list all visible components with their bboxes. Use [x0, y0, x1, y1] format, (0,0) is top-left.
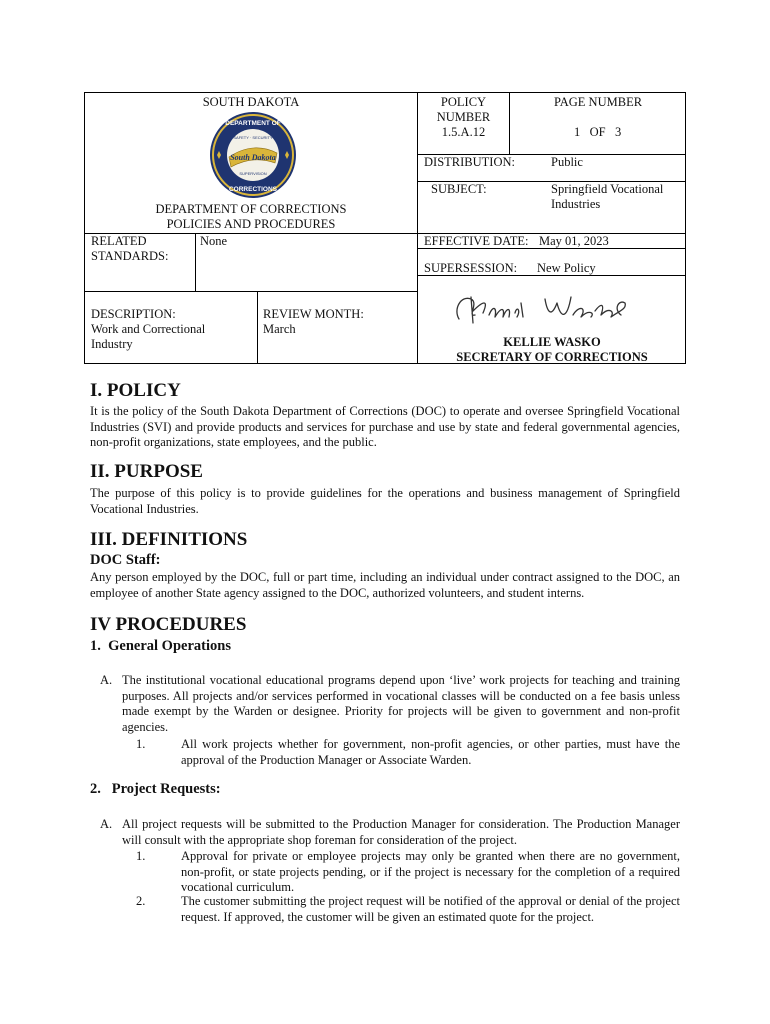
project-a2-text: The customer submitting the project request will be notified of the approval or denial of the project request. If approved, the customer will be given an estimated quote for the project.: [181, 894, 680, 924]
policy-heading: I. POLICY: [90, 380, 181, 401]
general-operations-heading: [90, 638, 231, 655]
policies-procedures-title: POLICIES AND PROCEDURES: [166, 217, 336, 231]
divider-row-6: [85, 291, 418, 292]
project-a-label: A.: [100, 817, 113, 831]
definitions-heading: III. DEFINITIONS: [90, 529, 248, 550]
page-current: 1: [574, 125, 581, 139]
department-title: DEPARTMENT OF CORRECTIONS: [155, 202, 347, 216]
project-requests-number: 2.: [90, 781, 101, 797]
project-requests-title: Project Requests:: [111, 781, 221, 797]
purpose-heading: II. PURPOSE: [90, 461, 203, 482]
effective-date-value: May 01, 2023: [539, 234, 609, 248]
svg-text:SUPERVISION: SUPERVISION: [239, 171, 267, 176]
doc-staff-heading: DOC Staff:: [90, 552, 161, 568]
subject-label: SUBJECT:: [431, 182, 487, 196]
project-requests-heading: [90, 781, 221, 798]
svg-text:SAFETY · SECURITY: SAFETY · SECURITY: [233, 135, 273, 140]
subject-value-line-2: Industries: [551, 197, 601, 211]
purpose-text: The purpose of this policy is to provide guidelines for the operations and business management of Springfield Vocational Industries.: [90, 486, 680, 516]
page-number-label: PAGE NUMBER: [553, 95, 643, 109]
svg-text:CORRECTIONS: CORRECTIONS: [228, 186, 278, 193]
effective-date-label: EFFECTIVE DATE:: [424, 234, 529, 248]
description-value-line-1: Work and Correctional: [91, 322, 206, 336]
policy-number: 1.5.A.12: [441, 125, 486, 139]
project-a2-label: 2.: [136, 894, 146, 908]
svg-text:South Dakota: South Dakota: [230, 153, 276, 162]
policy-header-table: [84, 92, 686, 364]
divider-related: [195, 233, 196, 291]
policy-number-label-1: POLICY: [440, 95, 487, 109]
project-a-text: All project requests will be submitted to the Production Manager for consideration. The Production Manager will consult with the appropriate shop foreman for consideration of the project.: [122, 817, 680, 847]
supersession-label: SUPERSESSION:: [424, 261, 518, 275]
related-standards-value: None: [200, 234, 228, 248]
general-a1-label: 1.: [136, 737, 146, 751]
description-label: DESCRIPTION:: [91, 307, 176, 321]
review-month-label: REVIEW MONTH:: [263, 307, 364, 321]
department-seal-icon: [209, 111, 297, 199]
general-a1-text: All work projects whether for government, non-profit agencies, or other parties, must have the approval of the Production Manager or Associate Warden.: [181, 737, 680, 767]
related-standards-label-1: RELATED: [91, 234, 147, 248]
related-standards-label-2: STANDARDS:: [91, 249, 169, 263]
general-operations-number: 1.: [90, 638, 101, 654]
general-a-text: The institutional vocational educational programs depend upon ‘live’ work projects for teaching and training purposes. All projects and/or services performed in vocational classes will be conducted on a fee basis unless made exempt by the Warden or designee. Priority for projects will be given to government and non-profit agencies.: [122, 673, 680, 734]
supersession-value: New Policy: [537, 261, 596, 275]
page-total: 3: [614, 125, 622, 139]
signature-image: [449, 289, 639, 329]
policy-number-label-2: NUMBER: [436, 110, 491, 124]
page-number-indicator: [574, 125, 621, 140]
distribution-label: DISTRIBUTION:: [424, 155, 515, 169]
subject-value-line-1: Springfield Vocational: [551, 182, 664, 196]
project-a1-text: Approval for private or employee projects may only be granted when there are no government, non-profit, or state projects pending, or if the project is necessary for the completion of a required vocational curriculum.: [181, 849, 680, 894]
page-of: OF: [589, 125, 606, 139]
divider-description: [257, 291, 258, 364]
procedures-heading: IV PROCEDURES: [90, 614, 247, 635]
doc-staff-text: Any person employed by the DOC, full or part time, including an individual under contract assigned to the DOC, an employee of another State agency assigned to the DOC, authorized volunteers, and student interns.: [90, 570, 680, 600]
description-value-line-2: Industry: [91, 337, 133, 351]
distribution-value: Public: [551, 155, 583, 169]
signer-title: SECRETARY OF CORRECTIONS: [456, 350, 648, 364]
signer-name: KELLIE WASKO: [503, 335, 601, 349]
project-a1-label: 1.: [136, 849, 146, 863]
general-a-label: A.: [100, 673, 113, 687]
state-name: SOUTH DAKOTA: [202, 95, 300, 109]
policy-text: It is the policy of the South Dakota Department of Corrections (DOC) to operate and oversee Springfield Vocational Industries (SVI) and provide products and services for purchase and use by state and federal governmental agencies, non-profit organizations, state employees, and the public.: [90, 404, 680, 449]
svg-text:DEPARTMENT OF: DEPARTMENT OF: [225, 120, 281, 127]
review-month-value: March: [263, 322, 296, 336]
general-operations-title: General Operations: [108, 638, 231, 654]
